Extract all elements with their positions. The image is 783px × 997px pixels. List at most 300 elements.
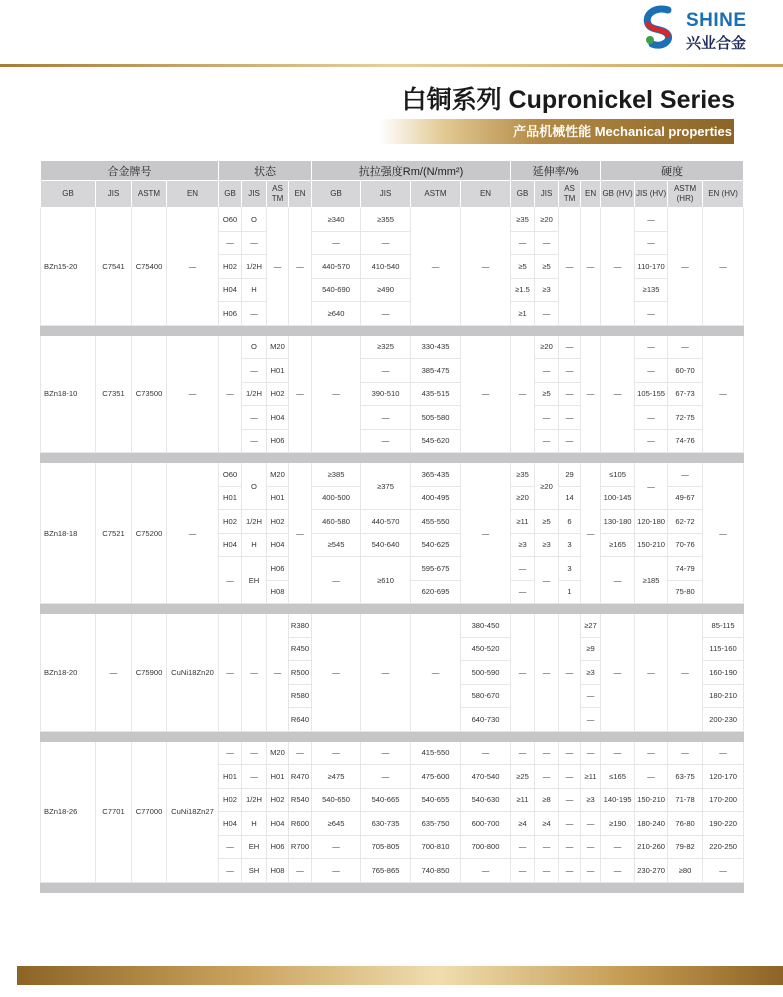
logo-mark-icon [638, 4, 684, 50]
temper-jis: 1/2H [242, 382, 267, 406]
sub-header: ASTM [132, 181, 167, 208]
temper-jis: O [242, 208, 267, 232]
hard-astm: 70-76 [668, 533, 703, 557]
temper-gb: O60 [219, 463, 242, 487]
tensile-jis: 765-865 [361, 859, 411, 883]
elong-gb: — [511, 580, 535, 604]
tensile-astm: 415-550 [411, 741, 461, 765]
hard-en: 200-230 [703, 708, 744, 732]
tensile-astm: 540-655 [411, 788, 461, 812]
group-separator [41, 453, 744, 463]
elong-en: — [581, 684, 601, 708]
elong-astm: — [559, 788, 581, 812]
tensile-en: 540-630 [461, 788, 511, 812]
elong-astm: 3 [559, 533, 581, 557]
elong-gb: ≥1 [511, 302, 535, 326]
elong-astm: — [559, 335, 581, 359]
hard-en: 115-160 [703, 637, 744, 661]
temper-jis: 1/2H [242, 255, 267, 279]
tensile-astm: — [411, 208, 461, 326]
tensile-gb: — [312, 335, 361, 453]
tensile-astm: 330-435 [411, 335, 461, 359]
temper-gb: H04 [219, 812, 242, 836]
tensile-jis: 440-570 [361, 510, 411, 534]
alloy-jis: C7541 [96, 208, 132, 326]
tensile-jis: — [361, 231, 411, 255]
hard-jis: 105-155 [635, 382, 668, 406]
hard-gb: — [601, 614, 635, 732]
temper-en: R500 [289, 661, 312, 685]
hard-gb: 140-195 [601, 788, 635, 812]
tensile-jis: ≥325 [361, 335, 411, 359]
temper-astm: H04 [267, 406, 289, 430]
alloy-jis: C7521 [96, 463, 132, 604]
temper-astm: — [267, 614, 289, 732]
sub-header: JIS [535, 181, 559, 208]
tensile-jis: — [361, 741, 411, 765]
hard-astm: — [668, 741, 703, 765]
temper-jis: — [242, 614, 267, 732]
alloy-en: — [167, 208, 219, 326]
elong-jis: — [535, 557, 559, 604]
hard-jis: ≥185 [635, 557, 668, 604]
hard-astm: 60-70 [668, 359, 703, 383]
tensile-gb: — [312, 835, 361, 859]
alloy-gb: BZn18-26 [41, 741, 96, 882]
elong-en: — [581, 208, 601, 326]
tensile-gb: ≥545 [312, 533, 361, 557]
hard-astm: 75-80 [668, 580, 703, 604]
tensile-astm: 475-600 [411, 765, 461, 789]
sub-header: GB [312, 181, 361, 208]
temper-jis: SH [242, 859, 267, 883]
tensile-jis: — [361, 614, 411, 732]
hard-astm: 63-75 [668, 765, 703, 789]
tensile-gb: ≥640 [312, 302, 361, 326]
elong-astm: — [559, 614, 581, 732]
elong-en: ≥3 [581, 661, 601, 685]
temper-gb: H01 [219, 765, 242, 789]
temper-jis: H [242, 278, 267, 302]
elong-jis: ≥4 [535, 812, 559, 836]
elong-astm: — [559, 406, 581, 430]
hard-astm: 49-67 [668, 486, 703, 510]
table-sub-header-row [41, 181, 744, 208]
hard-en: — [703, 741, 744, 765]
tensile-jis: 390-510 [361, 382, 411, 406]
hard-astm: 74-76 [668, 429, 703, 453]
tensile-en: — [461, 859, 511, 883]
temper-astm: H06 [267, 429, 289, 453]
separator-cell [41, 325, 744, 335]
elong-jis: ≥5 [535, 510, 559, 534]
temper-astm: H01 [267, 765, 289, 789]
sub-header: ASTM [411, 181, 461, 208]
elong-gb: ≥3 [511, 533, 535, 557]
elong-astm: 6 [559, 510, 581, 534]
elong-en: — [581, 463, 601, 604]
tensile-astm: 700-810 [411, 835, 461, 859]
elong-astm: — [559, 859, 581, 883]
tensile-jis: 540-640 [361, 533, 411, 557]
temper-gb: — [219, 835, 242, 859]
sub-header: EN [581, 181, 601, 208]
temper-gb: — [219, 335, 242, 453]
elong-jis: — [535, 835, 559, 859]
tensile-astm: 435-515 [411, 382, 461, 406]
tensile-jis: 540-665 [361, 788, 411, 812]
tensile-jis: ≥610 [361, 557, 411, 604]
elong-gb: — [511, 835, 535, 859]
section-banner-text: 产品机械性能 Mechanical properties [513, 124, 732, 139]
temper-en: R380 [289, 614, 312, 638]
temper-jis: — [242, 302, 267, 326]
elong-en: — [581, 741, 601, 765]
tensile-astm: 740-850 [411, 859, 461, 883]
hard-gb: — [601, 741, 635, 765]
alloy-jis: — [96, 614, 132, 732]
temper-gb: — [219, 614, 242, 732]
temper-en: — [289, 208, 312, 326]
elong-gb: — [511, 557, 535, 581]
elong-jis: — [535, 359, 559, 383]
group-header-temper: 状态 [219, 161, 312, 181]
tensile-astm: — [411, 614, 461, 732]
tensile-jis: — [361, 359, 411, 383]
temper-gb: H04 [219, 278, 242, 302]
tensile-astm: 620-695 [411, 580, 461, 604]
elong-en: — [581, 859, 601, 883]
temper-gb: — [219, 557, 242, 604]
hard-jis: — [635, 463, 668, 510]
separator-cell [41, 882, 744, 892]
tensile-astm: 540-625 [411, 533, 461, 557]
table-row [41, 614, 744, 638]
tensile-gb: ≥645 [312, 812, 361, 836]
elong-gb: ≥4 [511, 812, 535, 836]
section-banner [380, 119, 734, 144]
tensile-gb: ≥385 [312, 463, 361, 487]
temper-gb: H02 [219, 255, 242, 279]
temper-gb: H04 [219, 533, 242, 557]
temper-jis: O [242, 463, 267, 510]
temper-jis: — [242, 429, 267, 453]
tensile-jis: — [361, 302, 411, 326]
sub-header: EN [289, 181, 312, 208]
elong-gb: ≥25 [511, 765, 535, 789]
sub-header: ASTM (HR) [668, 181, 703, 208]
hard-jis: — [635, 302, 668, 326]
sub-header: GB [511, 181, 535, 208]
temper-astm: H06 [267, 557, 289, 581]
tensile-jis: 705-805 [361, 835, 411, 859]
hard-gb: — [601, 208, 635, 326]
tensile-en: 380-450 [461, 614, 511, 638]
hard-astm: 62-72 [668, 510, 703, 534]
temper-gb: H02 [219, 510, 242, 534]
tensile-gb: — [312, 231, 361, 255]
elong-gb: — [511, 741, 535, 765]
tensile-en: 640-730 [461, 708, 511, 732]
hard-astm: 71-78 [668, 788, 703, 812]
temper-en: R580 [289, 684, 312, 708]
separator-cell [41, 453, 744, 463]
hard-gb: 130-180 [601, 510, 635, 534]
alloy-gb: BZn15-20 [41, 208, 96, 326]
hard-gb: — [601, 557, 635, 604]
tensile-en: — [461, 463, 511, 604]
hard-astm: 74-79 [668, 557, 703, 581]
sub-header: JIS (HV) [635, 181, 668, 208]
tensile-en: 700-800 [461, 835, 511, 859]
group-header-tensile: 抗拉强度Rm/(N/mm²) [312, 161, 511, 181]
table-group-header-row [41, 161, 744, 181]
table-row [41, 741, 744, 765]
elong-gb: — [511, 614, 535, 732]
separator-cell [41, 731, 744, 741]
sub-header: AS TM [559, 181, 581, 208]
temper-gb: — [219, 741, 242, 765]
hard-astm: 79-82 [668, 835, 703, 859]
hard-en: — [703, 335, 744, 453]
sub-header: JIS [242, 181, 267, 208]
temper-gb: — [219, 859, 242, 883]
tensile-en: 500-590 [461, 661, 511, 685]
elong-jis: ≥5 [535, 382, 559, 406]
tensile-jis: — [361, 406, 411, 430]
page-title: 白铜系列 Cupronickel Series [401, 86, 735, 114]
hard-gb: ≥190 [601, 812, 635, 836]
tensile-gb: 460-580 [312, 510, 361, 534]
elong-jis: — [535, 429, 559, 453]
elong-jis: ≥8 [535, 788, 559, 812]
elong-en: ≥27 [581, 614, 601, 638]
elong-gb: — [511, 231, 535, 255]
tensile-gb: — [312, 741, 361, 765]
group-header-elongation: 延伸率/% [511, 161, 601, 181]
hard-jis: 110-170 [635, 255, 668, 279]
hard-jis: ≥135 [635, 278, 668, 302]
temper-jis: O [242, 335, 267, 359]
alloy-jis: C7351 [96, 335, 132, 453]
temper-jis: — [242, 765, 267, 789]
alloy-astm: C75400 [132, 208, 167, 326]
temper-jis: 1/2H [242, 788, 267, 812]
table-row [41, 463, 744, 487]
tensile-jis: 410-540 [361, 255, 411, 279]
alloy-gb: BZn18-20 [41, 614, 96, 732]
sub-header: EN [167, 181, 219, 208]
temper-en: — [289, 463, 312, 604]
temper-astm: M20 [267, 335, 289, 359]
hard-en: 220-250 [703, 835, 744, 859]
elong-jis: — [535, 859, 559, 883]
group-header-hardness: 硬度 [601, 161, 744, 181]
tensile-gb: 540-690 [312, 278, 361, 302]
temper-gb: — [219, 231, 242, 255]
tensile-gb: 540-650 [312, 788, 361, 812]
hard-gb: ≤105 [601, 463, 635, 487]
sub-header: GB [41, 181, 96, 208]
tensile-astm: 545-620 [411, 429, 461, 453]
table-row [41, 208, 744, 232]
elong-en: — [581, 708, 601, 732]
elong-jis: ≥20 [535, 208, 559, 232]
elong-jis: ≥20 [535, 335, 559, 359]
temper-en: — [289, 335, 312, 453]
tensile-gb: 400-500 [312, 486, 361, 510]
temper-en: R640 [289, 708, 312, 732]
alloy-gb: BZn18-10 [41, 335, 96, 453]
elong-gb: — [511, 859, 535, 883]
temper-en: — [289, 741, 312, 765]
hard-en: 190-220 [703, 812, 744, 836]
hard-en: 120-170 [703, 765, 744, 789]
temper-gb: O60 [219, 208, 242, 232]
tensile-jis: — [361, 429, 411, 453]
temper-jis: EH [242, 835, 267, 859]
elong-astm: 29 [559, 463, 581, 487]
sub-header: GB [219, 181, 242, 208]
hard-astm: ≥80 [668, 859, 703, 883]
hard-en: 170-200 [703, 788, 744, 812]
hard-en: 85-115 [703, 614, 744, 638]
temper-astm: M20 [267, 463, 289, 487]
elong-jis: ≥3 [535, 278, 559, 302]
temper-astm: H08 [267, 859, 289, 883]
temper-gb: H02 [219, 788, 242, 812]
alloy-en: — [167, 463, 219, 604]
sub-header: GB (HV) [601, 181, 635, 208]
temper-jis: 1/2H [242, 510, 267, 534]
temper-gb: H01 [219, 486, 242, 510]
hard-en: — [703, 463, 744, 604]
hard-astm: — [668, 208, 703, 326]
temper-jis: H [242, 812, 267, 836]
temper-en: — [289, 859, 312, 883]
hard-astm: 67-73 [668, 382, 703, 406]
alloy-jis: C7701 [96, 741, 132, 882]
hard-jis: 150-210 [635, 533, 668, 557]
group-separator [41, 604, 744, 614]
separator-cell [41, 604, 744, 614]
tensile-en: 580-670 [461, 684, 511, 708]
hard-jis: — [635, 359, 668, 383]
elong-astm: — [559, 765, 581, 789]
tensile-jis: ≥490 [361, 278, 411, 302]
logo-text-cn: 兴业合金 [686, 35, 747, 52]
hard-jis: — [635, 335, 668, 359]
footer-gold-bar [17, 966, 783, 985]
elong-gb: ≥11 [511, 788, 535, 812]
alloy-en: CuNi18Zn27 [167, 741, 219, 882]
group-separator [41, 325, 744, 335]
alloy-astm: C75900 [132, 614, 167, 732]
hard-gb: ≥165 [601, 533, 635, 557]
sub-header: EN [461, 181, 511, 208]
elong-jis: ≥3 [535, 533, 559, 557]
hard-astm: 76-80 [668, 812, 703, 836]
temper-astm: H02 [267, 510, 289, 534]
elong-jis: — [535, 765, 559, 789]
hard-jis: — [635, 765, 668, 789]
logo-text: SHINE [686, 10, 747, 31]
hard-jis: — [635, 208, 668, 232]
temper-astm: H04 [267, 812, 289, 836]
hard-jis: 210-260 [635, 835, 668, 859]
temper-jis: H [242, 533, 267, 557]
hard-gb: 100-145 [601, 486, 635, 510]
hard-astm: 72-75 [668, 406, 703, 430]
elong-en: — [581, 812, 601, 836]
elong-astm: 1 [559, 580, 581, 604]
alloy-en: — [167, 335, 219, 453]
hard-en: 160-190 [703, 661, 744, 685]
tensile-gb: ≥340 [312, 208, 361, 232]
temper-en: R600 [289, 812, 312, 836]
tensile-gb: — [312, 614, 361, 732]
tensile-astm: 455-550 [411, 510, 461, 534]
tensile-astm: 365-435 [411, 463, 461, 487]
elong-astm: — [559, 208, 581, 326]
hard-jis: 180-240 [635, 812, 668, 836]
group-separator [41, 731, 744, 741]
hard-jis: — [635, 406, 668, 430]
temper-jis: — [242, 231, 267, 255]
temper-jis: EH [242, 557, 267, 604]
tensile-astm: 385-475 [411, 359, 461, 383]
elong-astm: — [559, 835, 581, 859]
elong-gb: ≥35 [511, 208, 535, 232]
tensile-gb: — [312, 859, 361, 883]
temper-astm: — [267, 208, 289, 326]
elong-jis: — [535, 741, 559, 765]
elong-en: — [581, 835, 601, 859]
hard-jis: — [635, 231, 668, 255]
temper-en: R470 [289, 765, 312, 789]
elong-jis: ≥5 [535, 255, 559, 279]
hard-gb: ≤165 [601, 765, 635, 789]
tensile-en: — [461, 741, 511, 765]
elong-astm: — [559, 741, 581, 765]
hard-astm: — [668, 463, 703, 487]
elong-astm: — [559, 812, 581, 836]
tensile-en: 450-520 [461, 637, 511, 661]
temper-jis: — [242, 741, 267, 765]
temper-en: R700 [289, 835, 312, 859]
alloy-gb: BZn18-18 [41, 463, 96, 604]
elong-gb: ≥5 [511, 255, 535, 279]
tensile-jis: ≥375 [361, 463, 411, 510]
table-row [41, 335, 744, 359]
elong-astm: — [559, 429, 581, 453]
tensile-en: — [461, 335, 511, 453]
elong-en: ≥3 [581, 788, 601, 812]
tensile-gb: — [312, 557, 361, 604]
brand-logo [638, 4, 748, 52]
tensile-jis: — [361, 765, 411, 789]
elong-en: ≥9 [581, 637, 601, 661]
hard-astm: — [668, 335, 703, 359]
temper-en: R450 [289, 637, 312, 661]
temper-astm: H06 [267, 835, 289, 859]
tensile-astm: 400-495 [411, 486, 461, 510]
tensile-astm: 595-675 [411, 557, 461, 581]
temper-en: R540 [289, 788, 312, 812]
temper-astm: H04 [267, 533, 289, 557]
temper-gb: H06 [219, 302, 242, 326]
elong-gb: ≥1.5 [511, 278, 535, 302]
